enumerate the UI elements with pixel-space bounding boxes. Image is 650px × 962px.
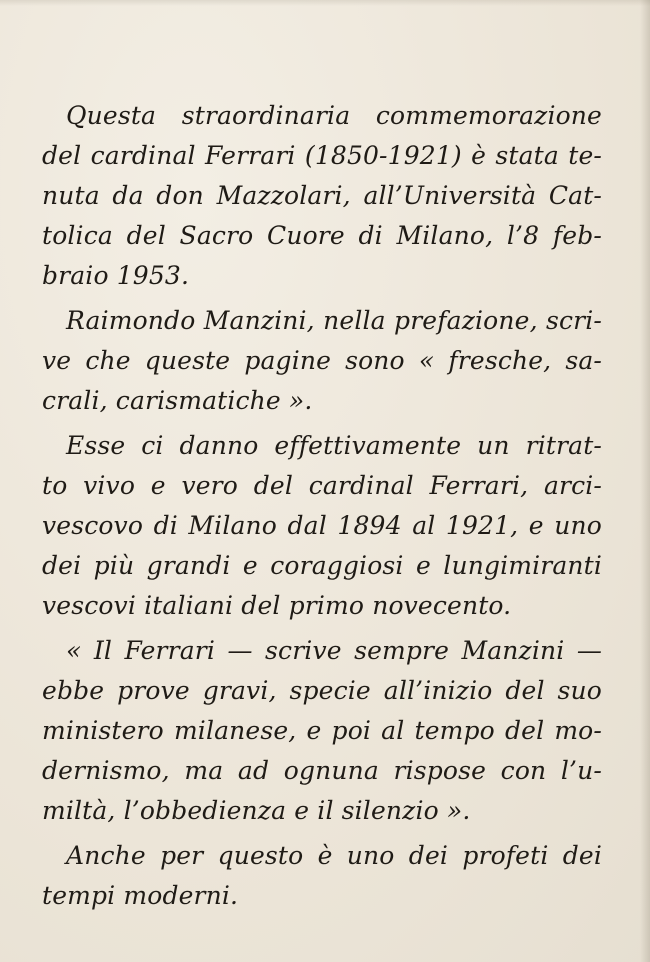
text-line: dernismo, ma ad ognuna rispose con l’u- bbox=[42, 756, 602, 785]
text-line: ebbe prove gravi, specie all’inizio del suo bbox=[42, 676, 602, 705]
text-block bbox=[42, 96, 602, 916]
paragraph-5 bbox=[42, 836, 602, 916]
text-line: nuta da don Mazzolari, all’Università Cat- bbox=[42, 181, 602, 210]
text-line: to vivo e vero del cardinal Ferrari, arci- bbox=[42, 471, 602, 500]
text-line: tolica del Sacro Cuore di Milano, l’8 feb- bbox=[42, 221, 602, 250]
paragraph-1 bbox=[42, 96, 602, 296]
page-edge-shadow bbox=[640, 0, 650, 962]
text-line: crali, carismatiche ». bbox=[42, 386, 313, 415]
text-line: Esse ci danno effettivamente un ritrat- bbox=[66, 431, 602, 460]
text-line: miltà, l’obbedienza e il silenzio ». bbox=[42, 796, 471, 825]
text-line: ministero milanese, e poi al tempo del mo- bbox=[42, 716, 602, 745]
page-top-shadow bbox=[0, 0, 650, 6]
paragraph-4 bbox=[42, 631, 602, 831]
text-line: braio 1953. bbox=[42, 261, 190, 290]
text-line: del cardinal Ferrari (1850-1921) è stata te- bbox=[42, 141, 602, 170]
text-line: ve che queste pagine sono « fresche, sa- bbox=[42, 346, 602, 375]
text-line: Anche per questo è uno dei profeti dei bbox=[66, 841, 602, 870]
text-line: vescovi italiani del primo novecento. bbox=[42, 591, 512, 620]
paragraph-2 bbox=[42, 301, 602, 421]
text-line: vescovo di Milano dal 1894 al 1921, e uno bbox=[42, 511, 602, 540]
text-line: Raimondo Manzini, nella prefazione, scri- bbox=[66, 306, 602, 335]
text-line: tempi moderni. bbox=[42, 881, 239, 910]
text-line: Questa straordinaria commemorazione bbox=[66, 101, 602, 130]
text-line: dei più grandi e coraggiosi e lungimiranti bbox=[42, 551, 602, 580]
paragraph-3 bbox=[42, 426, 602, 626]
text-line: « Il Ferrari — scrive sempre Manzini — bbox=[66, 636, 602, 665]
